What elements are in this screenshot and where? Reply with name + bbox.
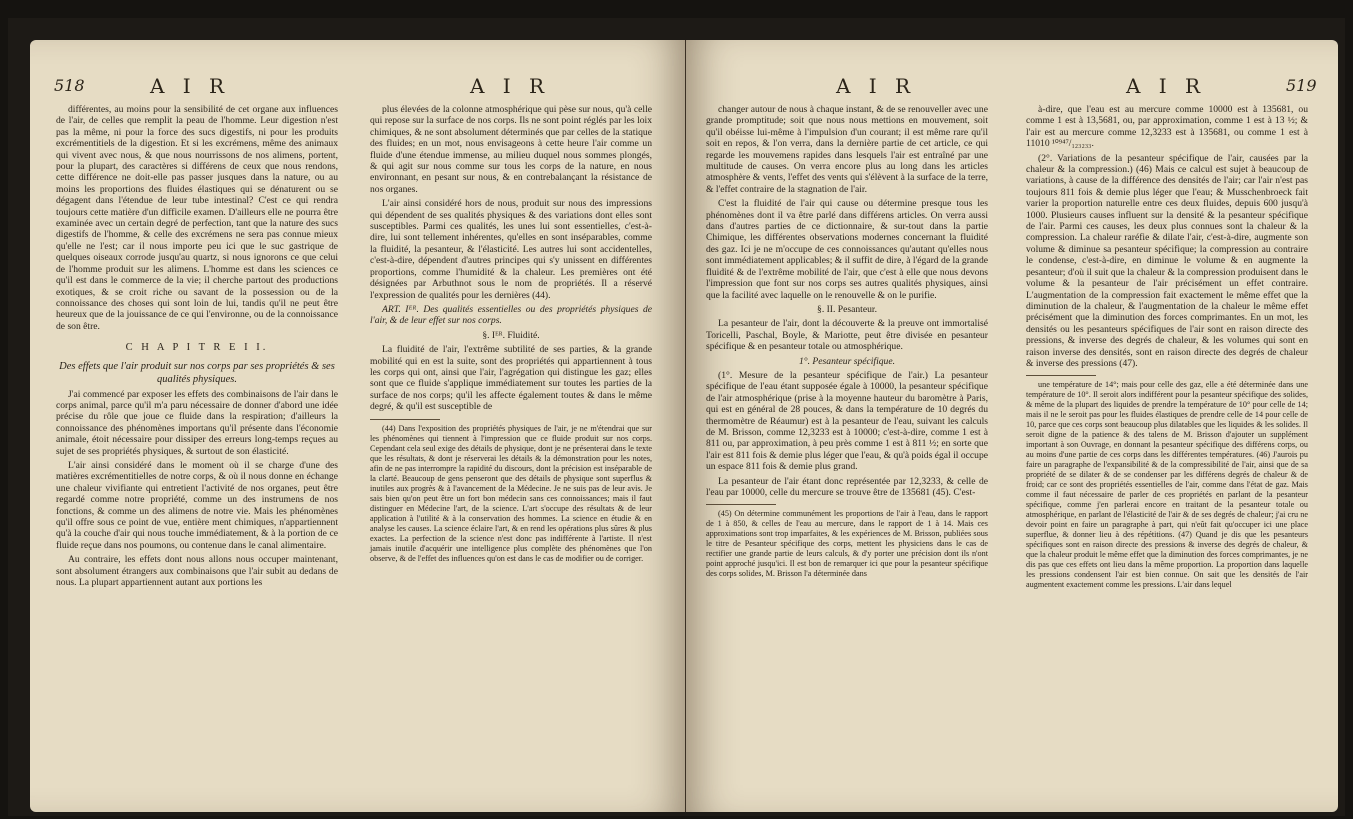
footnote-text: (45) On détermine communément les proportions de l'air à l'eau, dans le rapport de 1 à 850, & celles de l'eau au mercure, dans le rapport de 1 à 14. Mais ces approximations sont trop imparfaites, & les expériences de M. Brisson, publiées sous le titre de Pesanteur spécifique des corps, mettent les physiciens dans le cas de rectifier une grande partie de leurs calculs, & d'y porter une précision dont ils n'ont point approché jusqu'ici. Il est bon de remarquer ici que pour la pesanteur spécifique des corps solides, M. Brisson l'a déterminée dans bbox=[706, 509, 988, 579]
paragraph: (2°. Variations de la pesanteur spécifique de l'air, causées par la chaleur & la compression.) (46) Mais ce calcul est sujet à beaucoup de variations, à cause de la différence des densités de l'air; car l'air n'est pas toujours 811 fois & demie plus léger que l'eau; & Musschenbroeck fait varier la proportion naturelle entre ces deux fluides, depuis 600 jusqu'à 1000. Plusieurs causes influent sur la densité & la pesanteur spécifique de l'air. Parmi ces causes, les deux plus connues sont la chaleur & la compression. La chaleur raréfie & dilate l'air, c'est-à-dire, augmente son volume & diminue sa pesanteur spécifique; la compression au contraire le condense, c'est-à-dire, en diminue le volume & en augmente la pesanteur; d'où il suit que la chaleur & la compression produisent dans le volume & la pesanteur de l'air précisément un effet contraire. L'augmentation de la compression fait exactement le même effet que la diminution de la chaleur, & l'augmentation de la chaleur le même effet précisément que la diminution des forces comprimantes. En un mot, les densités ou les pesanteurs spécifiques de l'air sont en raison directe des pressions, & inverse des degrés de chaleur, & les volumes qui sont en raison inverse des densités, sont en raison directe des degrés de chaleur & inverse des pressions (47). bbox=[1026, 152, 1308, 369]
paragraph: La fluidité de l'air, l'extrême subtilité de ses parties, & la grande mobilité qui en est la suite, sont des propriétés qui appartiennent à tous les corps qui ont, ainsi que l'air, l'agrégation qui distingue les gaz; elles sont que ce fluide s'applique immédiatement sur toutes les parties de la surface de nos corps; qu'il les affecte également toutes & dans le même degré, & qu'il est susceptible de bbox=[370, 344, 652, 413]
right-page bbox=[686, 40, 1338, 812]
book-spread bbox=[8, 18, 1345, 816]
paragraph: La pesanteur de l'air, dont la découverte & la preuve ont immortalisé Toricelli, Paschal, Boyle, & Mariotte, peut être divisée en pesanteur spécifique & en pesanteur totale ou atmosphérique. bbox=[706, 318, 988, 353]
text-column bbox=[370, 104, 652, 566]
footnote-text: une température de 14°; mais pour celle des gaz, elle a été déterminée dans une température de 10°. Il seroit alors indifférent pour la pesanteur spécifique des solides, & même de la plupart des liquides de prendre la température de 10° pour celle de 14; mais il ne le seroit pas pour les fluides élastiques de prendre celle de 14 pour celle de 10, parce que ces corps sont beaucoup plus dilatables que les liquides & les solides. Il seroit digne de la patience & des talens de M. Brisson d'ajouter un supplément important à son Ouvrage, en donnant la pesanteur spécifique des différens corps, ou au moins d'une partie de ces corps dans les différentes températures. (46) J'aurois pu faire un paragraphe de l'expansibilité & de la compressibilité de l'air, ainsi que de sa propriété de se dilater & de se condenser par les différens degrés de chaleur & de froid; car ce sont des propriétés essentielles de l'air, comme dans l'état de gaz. Mais comme il faut nécessaire de parler de ces propriétés en parlant de la pesanteur spécifique, comme j'en parlerai encore en traitant de la pesanteur totale ou atmosphérique, en parlant de l'élasticité de l'air & de ses degrés de chaleur; j'ai cru ne devoir point en faire un paragraphe à part, qui n'eût fait qu'occuper ici une place superflue, & donner lieu à des répétitions. (47) Quand je dis que les pesanteurs spécifiques sont en raison directe des pressions & inverse des degrés de chaleur, & que la chaleur produit le même effet que la diminution des forces comprimantes, je ne dis pas que ces effets ont lieu dans la même proportion. La proportion dans laquelle les pressions condensent l'air est bien connue. On sait que les densités de l'air augmentent exactement comme les pressions. L'air dans lequel bbox=[1026, 380, 1308, 590]
section-heading: §. II. Pesanteur. bbox=[817, 303, 877, 315]
running-head: A I R bbox=[836, 74, 917, 98]
paragraph: différentes, au moins pour la sensibilité de cet organe aux influences de l'air, de celles que remplit la peau de l'homme. Leur digestion n'est pas la même, ni pour la force des sucs digestifs, ni pour les produits excrémentitiels de la digestion. Et si les excrémens, même des animaux qui vivent avec nous, & que nous nourrissons de nos alimens, portent, pour la plupart, des caractères si différens de ceux que nous rendons, cette différence ne doit-elle pas passer jusques dans la nature, ou au moins les proportions des fluides élastiques qui se dénaturent ou se dégagent dans l'étendue de leur tube intestinal? C'est ce qui rendra toujours cette matière d'un difficile examen. D'ailleurs elle ne pourra être examinée avec un certain degré de perfection, tant que la nature des sucs digestifs de l'homme, & celle des excrémens ne sera pas connue mieux qu'elle ne l'est; car il nous importe peu ici que le suc gastrique de quelques oiseaux corrode jusqu'au quartz, si nous ignorons ce que celui de l'homme produit sur les alimens. L'homme est dans les sciences ce qu'il est dans le commerce de la vie; il cherche partout des productions exotiques, & se croit riche ou savant de la possession ou de la connoissance des choses qui sont loin de lui, tandis qu'il ne peut être heureux que de la jouissance de ce qui l'environne, ou de la connoissance de son être. bbox=[56, 104, 338, 332]
page-number: 518 bbox=[54, 76, 85, 95]
footnote-rule bbox=[370, 419, 440, 420]
footnote bbox=[706, 509, 988, 579]
paragraph: L'air ainsi considéré hors de nous, produit sur nous des impressions qui dépendent de ses qualités physiques & des variations dont elles sont susceptibles. Parmi ces qualités, les unes lui sont essentielles, c'est-à-dire, lui sont tellement inhérentes, qu'elles en sont inséparables, comme la fluidité, la pesanteur, & l'élasticité. Les autres lui sont accidentelles, c'est-à-dire, dépendent d'autres principes qui s'y unissent en différentes proportions, comme l'humidité & la chaleur. Les premières ont été désignées par Arbuthnot sous le nom de propriétés. Il a réservé l'expression de qualités pour les dernières (44). bbox=[370, 198, 652, 301]
paragraph: C'est la fluidité de l'air qui cause ou détermine presque tous les phénomènes dont il va être parlé dans différens articles. On verra aussi dans d'autres parties de ce dictionnaire, & sur-tout dans la partie Chimique, les différentes observations modernes concernant la fluidité des gaz. Ici je ne m'occupe de ces connoissances qu'autant qu'elles nous sont immédiatement applicables; & il suffit de dire, à l'égard de la grande fluidité & de l'extrême mobilité de l'air, que c'est à elle que nous devons l'impression que font sur nos corps ses autres qualités physiques, ainsi que la facilité avec laquelle on le renouvelle & on le purifie. bbox=[706, 198, 988, 301]
paragraph: L'air ainsi considéré dans le moment où il se charge d'une des matières excrémentitielles de notre corps, & où il nous donne en échange une chaleur vivifiante qui entretient l'activité de nos organes, peut être regardé comme notre propriété, comme un des instrumens de nos fonctions, & comme un des alimens de notre vie. Mais les phénomènes qu'il offre sous ce point de vue, entière ment chimiques, n'appartiennent qu'à la couche d'air qui nous touche immédiatement, & à la portion de ce fluide reçue dans nos poumons, ou contenue dans le canal alimentaire. bbox=[56, 459, 338, 551]
footnote bbox=[1026, 380, 1308, 590]
page-number: 519 bbox=[1286, 76, 1317, 95]
chapter-title: Des effets que l'air produit sur nos corps par ses propriétés & ses qualités physiques. bbox=[59, 360, 335, 385]
paragraph: La pesanteur de l'air étant donc représentée par 12,3233, & celle de l'eau par 10000, celle du mercure se trouve être de 135681 (45). C'est- bbox=[706, 475, 988, 498]
text-column bbox=[706, 104, 988, 581]
section-heading: §. Iᴱᴿ. Fluidité. bbox=[482, 329, 540, 341]
paragraph: plus élevées de la colonne atmosphérique qui pèse sur nous, qu'à celle qui repose sur la surface de nos corps. Ils ne sont point réglés par les loix chimiques, & ne sont absolument déterminés que par celles de la statique des fluides; en un mot, nous envisageons à cette heure l'air comme un fluide d'une étendue immense, au milieu duquel nous sommes plongés, & qui agit sur nous comme sur tous les corps de la nature, en nous environnant, en pesant sur nous, & en contrebalançant la résistance de nos organes. bbox=[370, 104, 652, 195]
text-column bbox=[56, 104, 338, 591]
running-head: A I R bbox=[150, 74, 231, 98]
subsection-heading: 1°. Pesanteur spécifique. bbox=[798, 355, 896, 367]
footnote bbox=[370, 424, 652, 564]
paragraph: (1°. Mesure de la pesanteur spécifique de l'air.) La pesanteur spécifique de l'eau étant supposée égale à 10000, la pesanteur spécifique de l'air atmosphérique (prise à la moyenne hauteur du baromètre à Paris, qui est en général de 28 pouces, & dans la température de 10 degrés du thermomètre de Réaumur) est à la pesanteur de l'eau, suivant les calculs de M. Brisson, comme 12,3233 est à 10000; c'est-à-dire, comme 1 est à 811 ou, par approximation, à peu près comme 1 est à 811 ½; en sorte que l'air est 811 fois & demie plus léger que l'eau, & qu'à poids égal il occupe un espace 811 fois & demie plus grand. bbox=[706, 369, 988, 473]
paragraph: Au contraire, les effets dont nous allons nous occuper maintenant, sont absolument étrangers aux combinaisons que l'air subit au dedans de nous. La plupart appartiennent autant aux portions les bbox=[56, 554, 338, 589]
footnote-rule bbox=[1026, 375, 1096, 376]
article-heading: ART. Iᴱᴿ. Des qualités essentielles ou des propriétés physiques de l'air, & de leur effet sur nos corps. bbox=[370, 303, 652, 327]
left-page bbox=[30, 40, 685, 812]
paragraph: à-dire, que l'eau est au mercure comme 10000 est à 135681, ou comme 1 est à 13,5681, ou, par approximation, comme 1 est à 13 ½; & l'air est au mercure comme 12,3233 est à 135681, ou comme 1 est à 11010 ¹⁰⁹⁴⁷/₁₂₃₂₃₃. bbox=[1026, 104, 1308, 150]
paragraph: J'ai commencé par exposer les effets des combinaisons de l'air dans le corps animal, parce qu'il m'a paru nécessaire de donner d'abord une idée précise du rôle que joue ce fluide dans la respiration; d'ailleurs la connoissance des phénomènes importans qu'il présente dans l'économie animale, étoit nécessaire pour dissiper des erreurs long-temps reçues au sujet de ses propriétés physiques, & surtout de son élasticité. bbox=[56, 388, 338, 457]
running-head: A I R bbox=[1126, 74, 1207, 98]
text-column bbox=[1026, 104, 1308, 592]
footnote-text: (44) Dans l'exposition des propriétés physiques de l'air, je ne m'étendrai que sur les phénomènes qui tiennent à l'impression que ce fluide produit sur nos corps. Cependant cela seul exige des détails de physique, dont je ne présenterai dans le texte que les résultats, & dont je réserverai les détails & la démonstration pour les notes, afin de ne pas interrompre la rapidité du discours, dont la précision est inséparable de la clarté. Beaucoup de gens penseront que des détails de physique sont superflus & inutiles aux progrès & à l'avancement de la Médecine. Je ne suis pas de leur avis. Je sais bien qu'on peut être un fort bon médecin sans ces connoissances; mais il faut distinguer en Médecine l'art, de la science. L'art s'occupe des résultats & de leur application à l'utilité & à la conservation des hommes. La science en étudie & en analyse les causes. La science éclaire l'art, & en rend les opérations plus sûres & plus exactes. La perfection de la science n'est donc pas indifférente à l'artiste. Il n'est jamais inutile d'acquérir une intelligence plus complète des phénomènes que l'on observe, & de l'effet des influences qu'on est dans le cas de modifier ou de corriger. bbox=[370, 423, 652, 563]
paragraph: changer autour de nous à chaque instant, & de se renouveller avec une grande promptitude; soit que nous nous mettions en mouvement, soit qu'il obéisse lui-même à l'impulsion d'un courant; il est même rare qu'il soit en repos, & l'on verra, dans la dernière partie de cet article, ce qui regarde les mouvemens rapides dans lesquels l'air est entraîné par une multitude de causes. On verra encore plus au long dans les articles atmosphère & vents, l'effet des vents qui s'élèvent à la surface de la terre, & l'effet contraire de la stagnation de l'air. bbox=[706, 104, 988, 195]
footnote-rule bbox=[706, 504, 776, 505]
chapter-heading: C H A P I T R E I I. bbox=[125, 342, 269, 354]
running-head: A I R bbox=[470, 74, 551, 98]
